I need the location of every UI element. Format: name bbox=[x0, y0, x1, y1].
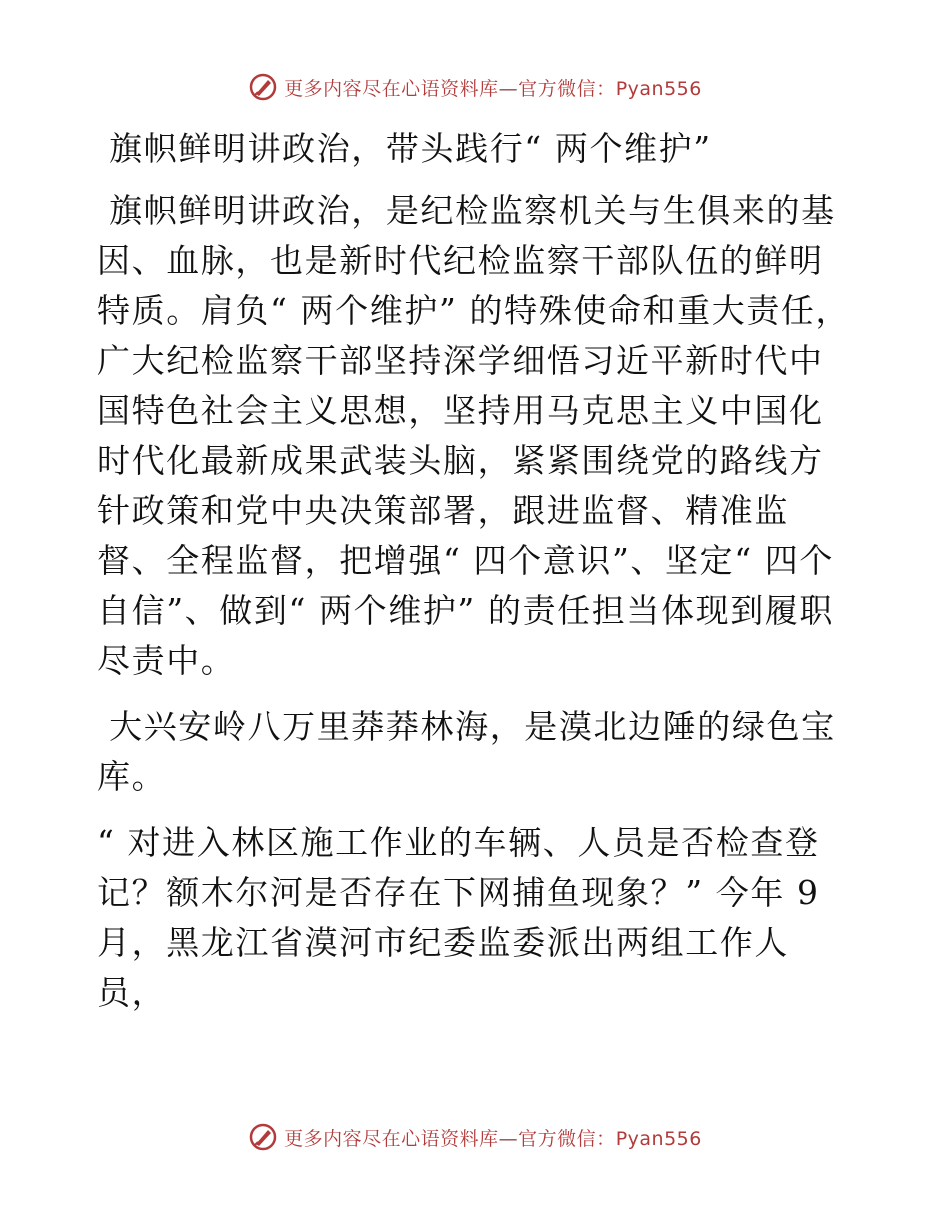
paragraph-2: 大兴安岭八万里莽莽林海，是漠北边陲的绿色宝库。 bbox=[97, 707, 836, 796]
watermark-id: Pyan556 bbox=[615, 77, 702, 100]
watermark-separator: — bbox=[498, 77, 519, 100]
paragraph-3: “ 对进入林区施工作业的车辆、人员是否检查登记？额木尔河是否存在下网捕鱼现象？” 今年 9月，黑龙江省漠河市纪委监委派出两组工作人员， bbox=[97, 823, 820, 1012]
watermark-text bbox=[284, 1124, 702, 1151]
watermark-label: 官方微信： bbox=[518, 77, 616, 100]
watermark-main: 更多内容尽在心语资料库 bbox=[284, 77, 499, 100]
document-body bbox=[97, 124, 857, 1018]
paragraph-1: 旗帜鲜明讲政治，是纪检监察机关与生俱来的基因、血脉，也是新时代纪检监察干部队伍的鲜明特质。肩负“ 两个维护” 的特殊使命和重大责任，广大纪检监察干部坚持深学细悟习近平新时代中国特色社会主义思想，坚持用马克思主义中国化时代化最新成果武装头脑，紧紧围绕党的路线方针政策和党中央决策部署，跟进监督、精准监督、全程监督，把增强“ 四个意识”、坚定“ 四个自信”、做到“ 两个维护” 的责任担当体现到履职尽责中。 bbox=[97, 191, 851, 680]
watermark-label: 官方微信： bbox=[518, 1127, 616, 1150]
watermark-separator: — bbox=[498, 1127, 519, 1150]
watermark-text bbox=[284, 74, 702, 101]
watermark-main: 更多内容尽在心语资料库 bbox=[284, 1127, 499, 1150]
document-title: 旗帜鲜明讲政治，带头践行“ 两个维护” bbox=[97, 129, 712, 168]
quill-pen-logo-icon bbox=[248, 72, 278, 102]
header-watermark bbox=[0, 72, 950, 102]
footer-watermark bbox=[0, 1122, 950, 1152]
watermark-id: Pyan556 bbox=[615, 1127, 702, 1150]
quill-pen-logo-icon bbox=[248, 1122, 278, 1152]
